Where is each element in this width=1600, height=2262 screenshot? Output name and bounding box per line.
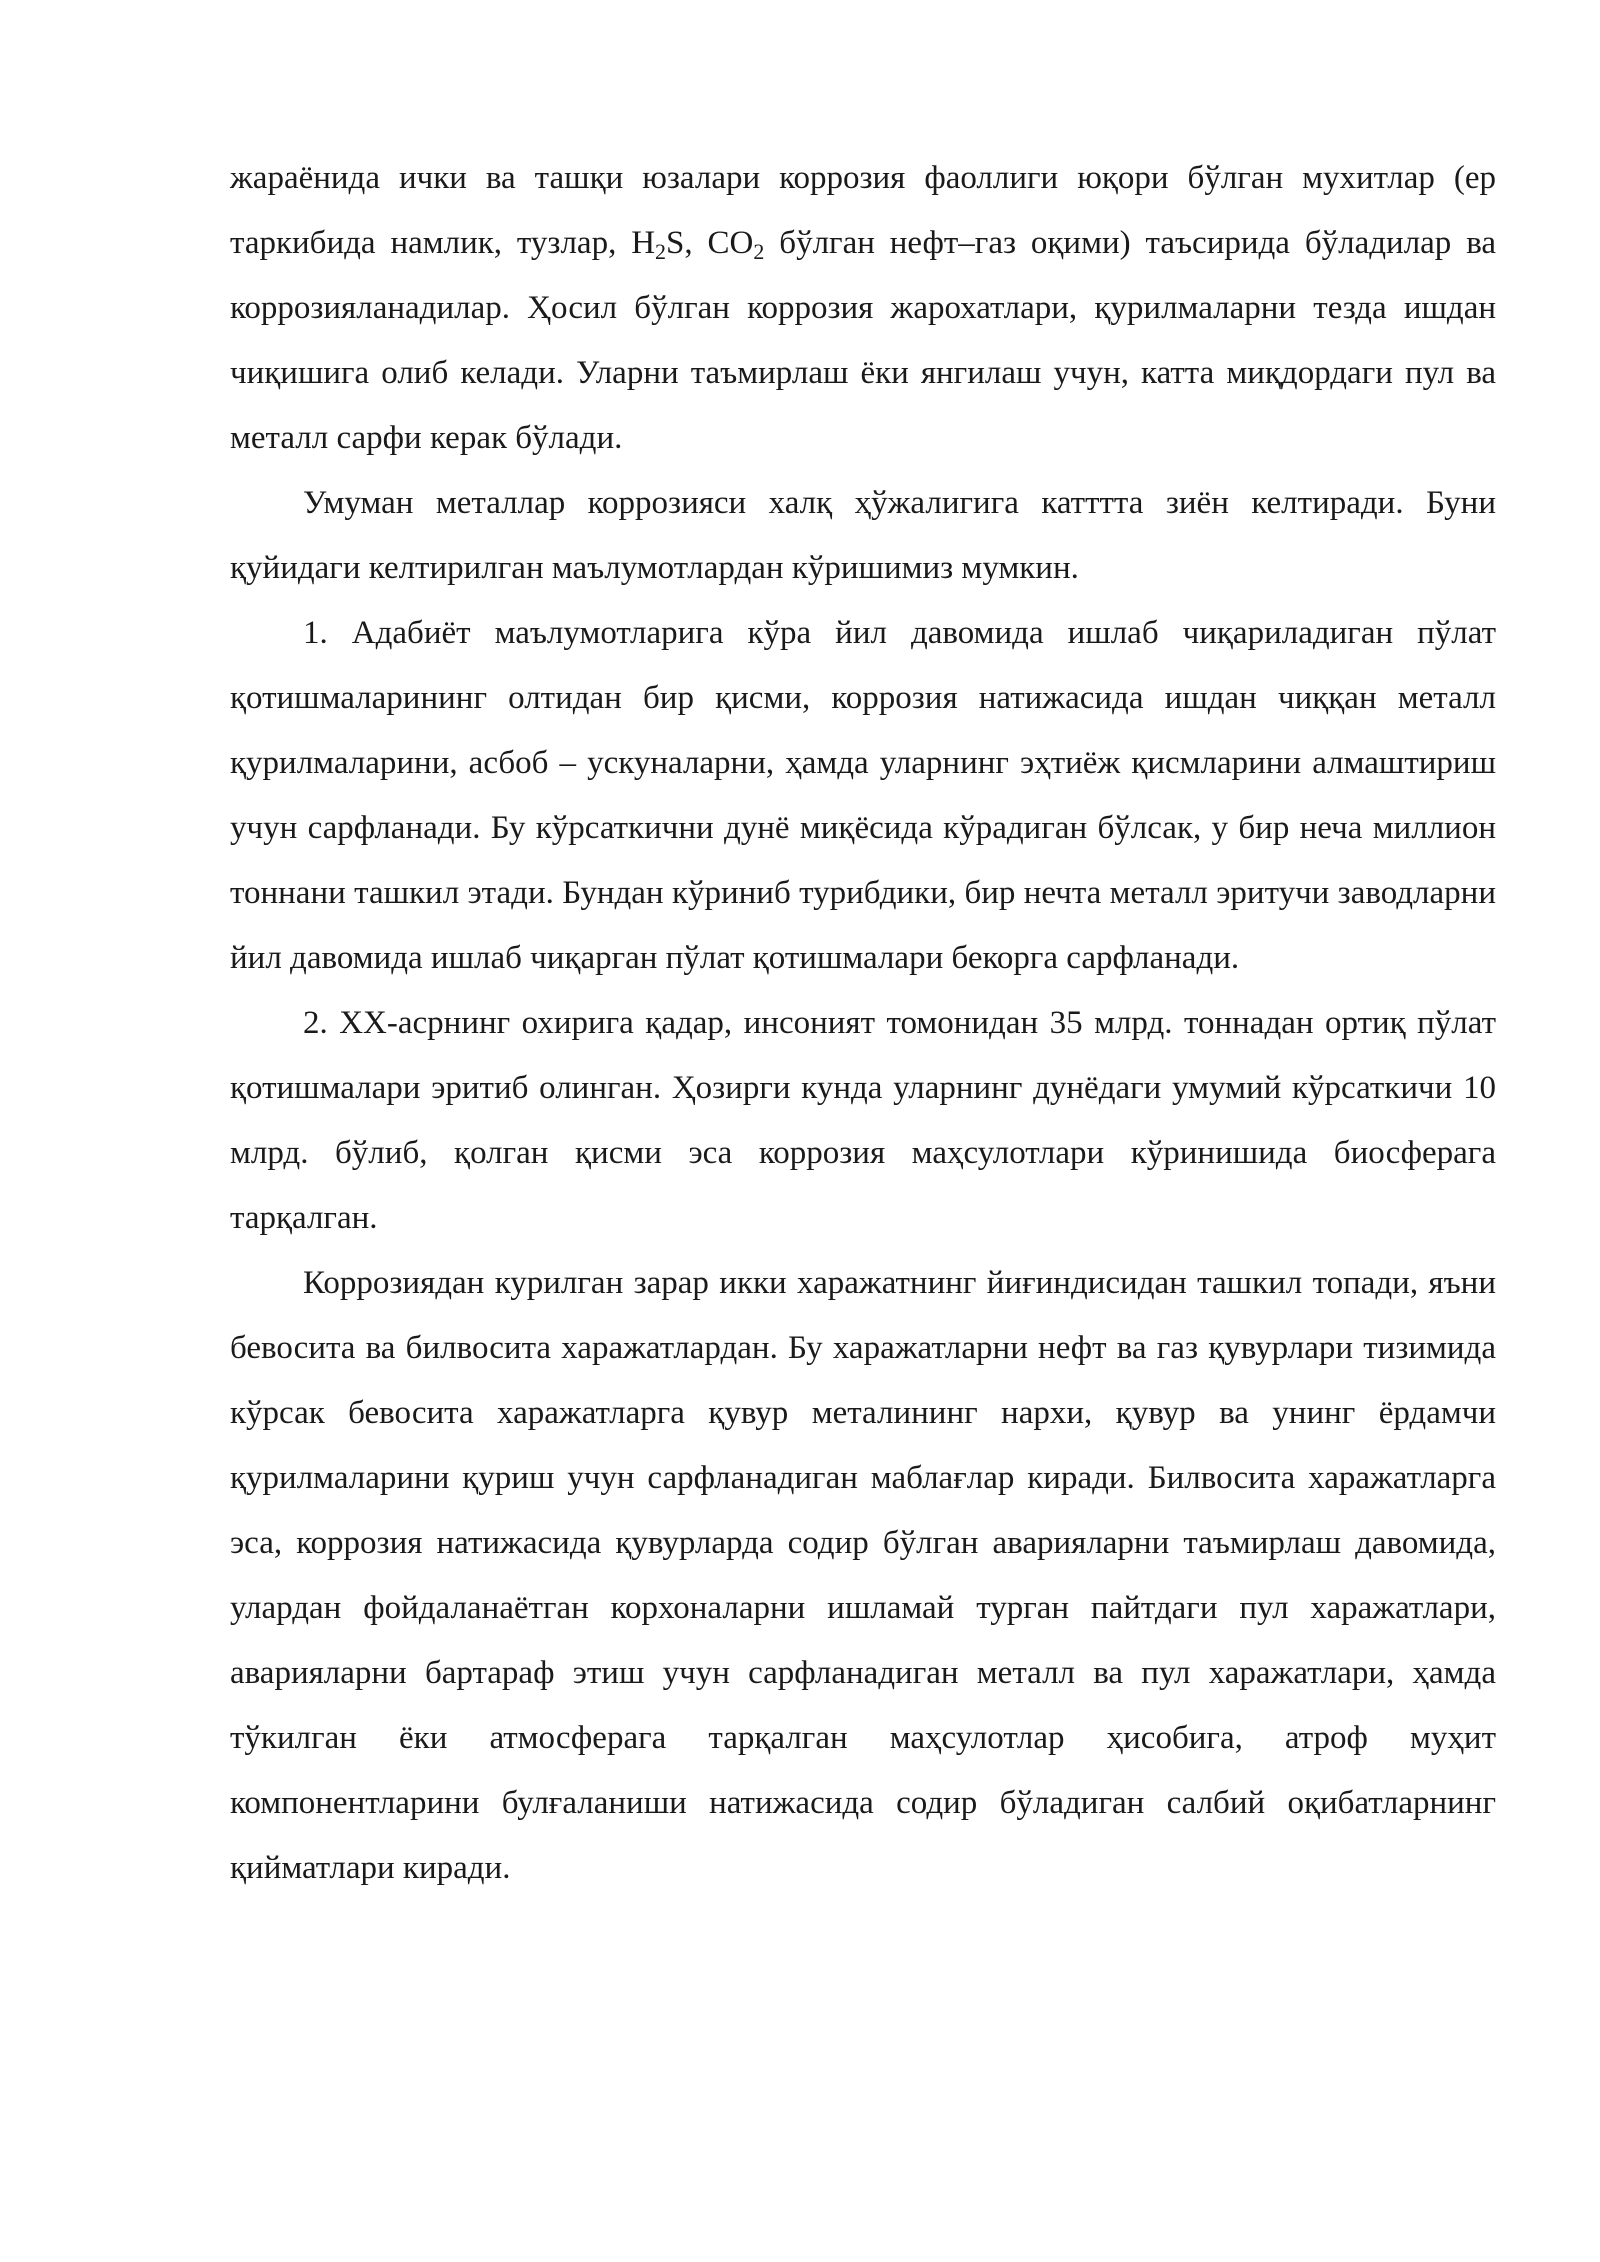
subscript: 2 xyxy=(655,239,667,264)
paragraph-item-2: 2. XX-асрнинг охирига қадар, инсоният томонидан 35 млрд. тоннадан ортиқ пўлат қотишмалари эритиб олинган. Ҳозирги кунда уларнинг дунёдаги умумий кўрсаткичи 10 млрд. бўлиб, қолган қисми эса коррозия маҳсулотлари кўринишида биосферага тарқалган. xyxy=(230,1005,1496,1236)
paragraph-text: бўлган нефт–газ оқими) таъсирида бўладилар ва коррозияланадилар. Ҳосил бўлган коррозия жарохатлари, қурилмаларни тезда ишдан чиқишига олиб келади. Уларни таъмирлаш ёки янгилаш учун, катта миқдордаги пул ва металл сарфи керак бўлади. xyxy=(230,225,1496,456)
paragraph-intro: Умуман металлар коррозияси халқ ҳўжалигига катттта зиён келтиради. Буни қуйидаги келтирилган маълумотлардан кўришимиз мумкин. xyxy=(230,485,1496,586)
paragraph-text: жараёнида ички ва ташқи юзалари коррозия фаоллиги юқори бўлган мухитлар (ер таркибида намлик, тузлар, H xyxy=(230,160,1496,261)
paragraph-continuation xyxy=(230,146,1496,471)
subscript: 2 xyxy=(753,239,765,264)
paragraph-text: S, CO xyxy=(666,225,754,261)
paragraph-item-1: 1. Адабиёт маълумотларига кўра йил давомида ишлаб чиқариладиган пўлат қотишмаларининг олтидан бир қисми, коррозия натижасида ишдан чиққан металл қурилмаларини, асбоб – ускуналарни, ҳамда уларнинг эҳтиёж қисмларини алмаштириш учун сарфланади. Бу кўрсаткични дунё миқёсида кўрадиган бўлсак, у бир неча миллион тоннани ташкил этади. Бундан кўриниб турибдики, бир нечта металл эритучи заводларни йил давомида ишлаб чиқарган пўлат қотишмалари бекорга сарфланади. xyxy=(230,615,1496,976)
paragraph-costs: Коррозиядан курилган зарар икки харажатнинг йиғиндисидан ташкил топади, яъни бевосита ва билвосита харажатлардан. Бу харажатларни нефт ва газ қувурлари тизимида кўрсак бевосита харажатларга қувур металининг нархи, қувур ва унинг ёрдамчи қурилмаларини қуриш учун сарфланадиган маблағлар киради. Билвосита харажатларга эса, коррозия натижасида қувурларда содир бўлган аварияларни таъмирлаш давомида, улардан фойдаланаётган корхоналарни ишламай турган пайтдаги пул харажатлари, аварияларни бартараф этиш учун сарфланадиган металл ва пул харажатлари, ҳамда тўкилган ёки атмосферага тарқалган маҳсулотлар ҳисобига, атроф муҳит компонентларини булғаланиши натижасида содир бўладиган салбий оқибатларнинг қийматлари киради. xyxy=(230,1265,1496,1886)
